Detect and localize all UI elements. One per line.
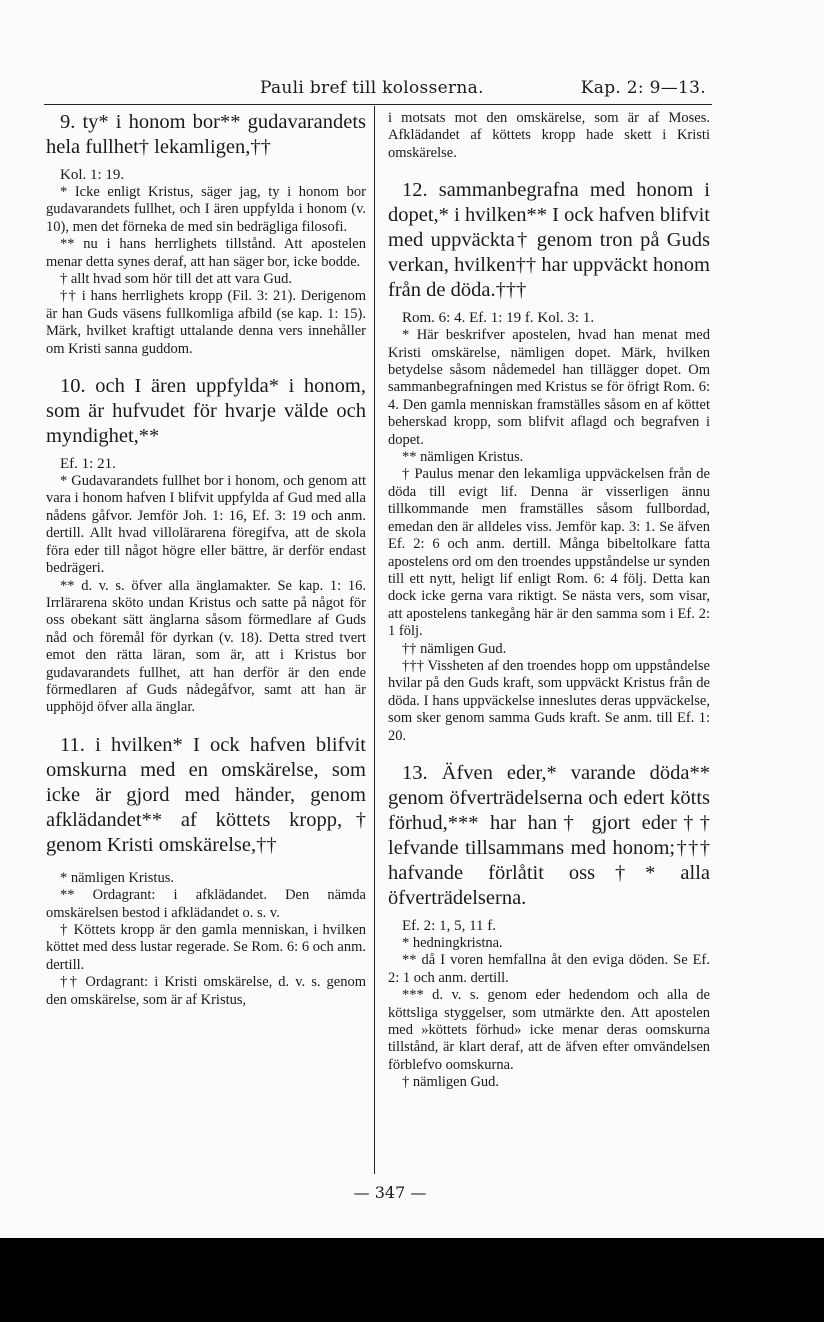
verse-13-reference: Ef. 2: 1, 5, 11 f.: [402, 917, 497, 934]
verse-13-note-1: * hedningkristna.: [402, 934, 503, 951]
verse-12-note-4: †† nämligen Gud.: [402, 640, 507, 657]
verse-9-note-3: † allt hvad som hör till det att vara Gud.: [60, 271, 292, 288]
verse-10: 10. och I ären uppfylda* i honom, som är hufvudet för hvarje välde och myndighet,**: [46, 375, 366, 448]
running-header: [44, 78, 712, 102]
verse-11-note-2: ** Ordagrant: i afklädandet. Den nämda omskärelsen bestod i afklädandet o. s. v.: [46, 887, 366, 921]
column-divider: [374, 106, 375, 1174]
verse-13-note-2: ** då I voren hemfallna åt den eviga döden. Se Ef. 2: 1 och anm. dertill.: [388, 952, 710, 986]
verse-9-note-1: * Icke enligt Kristus, säger jag, ty i honom bor gudavarandets fullhet, och I ären uppfylda i honom (v. 10), men det förneka de med sin bedrägliga filosofi.: [46, 184, 366, 235]
scan-border: [0, 1238, 824, 1322]
verse-11-note-3: † Köttets kropp är den gamla menniskan, i hvilken köttet med dess lustar regerade. Se Rom. 6: 6 och anm. dertill.: [46, 921, 366, 973]
verse-9: 9. ty* i honom bor** gudavarandets hela fullhet† lekamligen,††: [46, 111, 366, 158]
verse-10-reference: Ef. 1: 21.: [60, 456, 116, 473]
verse-9-note-2: ** nu i hans herrlighets tillstånd. Att apostelen menar detta synes deraf, att han säger bor, icke bodde.: [46, 236, 366, 270]
verse-11-note-1: * nämligen Kristus.: [60, 869, 174, 886]
page-number: — 347 —: [353, 1183, 427, 1202]
left-column: [46, 110, 366, 1009]
header-rule: [44, 104, 712, 105]
verse-9-note-4: †† i hans herrlighets kropp (Fil. 3: 21). Derigenom är han Guds väsens fullkomliga afbild (se kap. 1: 15). Märk, hvilket kraftigt uttalande denna vers innehåller om Kristi sanna guddom.: [46, 288, 366, 357]
verse-12-reference: Rom. 6: 4. Ef. 1: 19 f. Kol. 3: 1.: [402, 310, 595, 327]
verse-12-note-1: * Här beskrifver apostelen, hvad han menat med Kristi omskärelse, nämligen dopet. Märk, hvilken betydelse såsom nådemedel han tillägger dopet. Om sammanbegrafningen med Kristus se för öfrigt Rom. 6: 4. Den gamla menniskan framställes såsom en af köttet beherskad kropp, som blifvit aflagd och begrafven i dopet.: [388, 327, 710, 448]
right-column: [388, 110, 710, 1092]
verse-12: 12. sammanbegrafna med honom i dopet,* i hvilken** I ock hafven blifvit med uppväckta† genom tron på Guds verkan, hvilken†† har uppväckt honom från de döda.†††: [388, 179, 710, 302]
continued-note: i motsats mot den omskärelse, som är af Moses. Afklädandet af köttets kropp hade skett i Kristi omskärelse.: [388, 110, 710, 161]
verse-13: 13. Äfven eder,* varande döda** genom öfverträdelserna och edert kötts förhud,*** har han† gjort eder†† lefvande tillsammans med honom;††† hafvande förlåtit oss†* alla öfverträdelserna.: [388, 761, 710, 909]
verse-10-note-1: * Gudavarandets fullhet bor i honom, och genom att vara i honom hafven I blifvit uppfylda af Gud med alla nådens gåfvor. Jemför Joh. 1: 16, Ef. 3: 19 och anm. dertill. Allt hvad villolärarena föregifva, att de skola föra eder till något högre eller bättre, är derför endast bedrägeri.: [46, 473, 366, 577]
verse-13-note-3: *** d. v. s. genom eder hedendom och alla de köttsliga styggelser, som utmärkte den. Att apostelen med »köttets förhud» icke menar deras oomskurna tillstånd, är klart deraf, att de äfven efter omvändelsen förblefvo oomskurna.: [388, 987, 710, 1073]
verse-13-note-4: † nämligen Gud.: [402, 1074, 500, 1091]
verse-11-note-4: †† Ordagrant: i Kristi omskärelse, d. v. s. genom den omskärelse, som är af Kristus,: [46, 974, 366, 1008]
verse-12-note-3: † Paulus menar den lekamliga uppväckelsen från de döda till evigt lif. Denna är visserligen ännu tillkommande men framställes såsom fullbordad, emedan den är alldeles viss. Jemför kap. 3: 1. Se äfven Ef. 2: 6 och anm. dertill. Många bibeltolkare fatta apostelens ord om den troendes uppståndelse ur synden till ett nytt, heligt lif enligt Rom. 6: 4 följ. Detta kan dock icke gerna vara riktigt. Se nästa vers, som visar, att apostelens tankegång här är den samma som i Ef. 2: 1 följ.: [388, 466, 710, 640]
chapter-reference: Kap. 2: 9—13.: [580, 78, 706, 98]
verse-12-note-5: ††† Vissheten af den troendes hopp om uppståndelse hvilar på den Guds kraft, som uppväckt Kristus från de döda. I hans uppväckelse inneslutes deras uppväckelse, som sker genom samma Guds kraft. Se anm. till Ef. 1: 20.: [388, 657, 710, 744]
book-title: Pauli bref till kolosserna.: [260, 78, 484, 98]
verse-11: 11. i hvilken* I ock hafven blifvit omskurna med en omskärelse, som icke är gjord med händer, genom afklädandet** af köttets kropp,† genom Kristi omskärelse,††: [46, 733, 366, 856]
verse-9-reference: Kol. 1: 19.: [60, 167, 125, 183]
verse-10-note-2: ** d. v. s. öfver alla änglamakter. Se kap. 1: 16. Irrlärarena sköto undan Kristus och satte på något för oss obekant sätt änglarna såsom förmedlare af Guds nåd och föremål för dyrkan (v. 18). Detta stred tvert emot den rätta läran, som är, att i Kristus bor gudavarandets fullhet, att han derför är den ende förmedlaren af Guds nådegåfvor, samt att han är upphöjd öfver alla änglar.: [46, 577, 366, 716]
verse-12-note-2: ** nämligen Kristus.: [402, 449, 524, 466]
